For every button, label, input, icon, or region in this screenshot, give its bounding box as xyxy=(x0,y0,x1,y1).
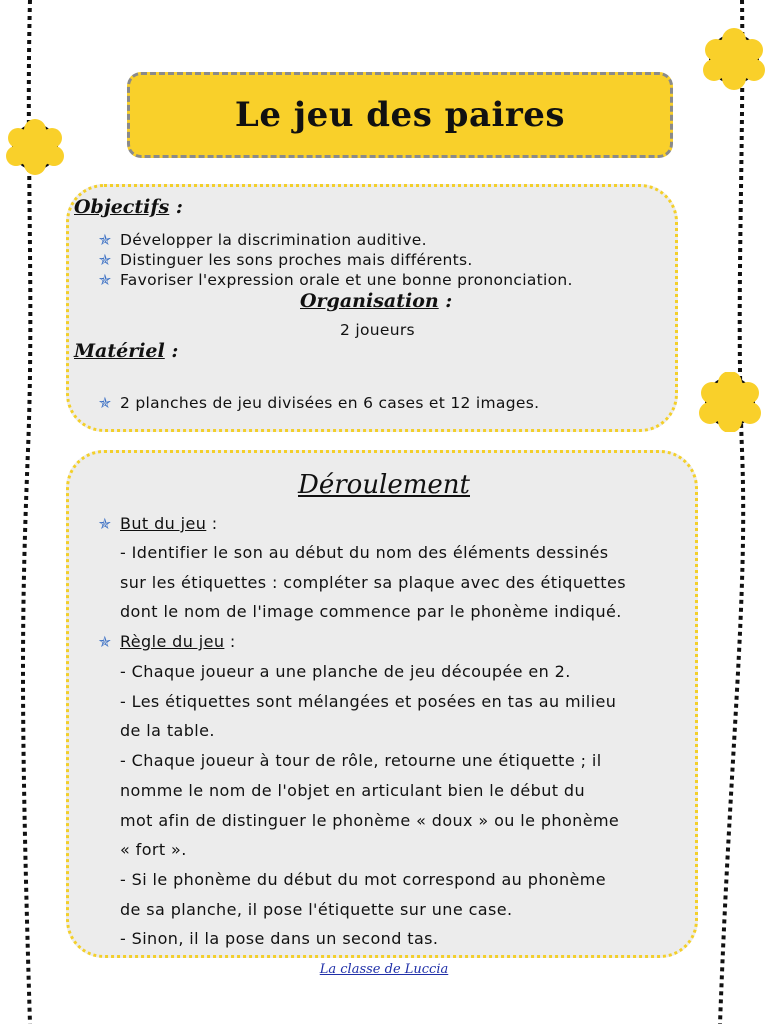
regle-line: « fort ». xyxy=(120,840,187,859)
regle-line: de la table. xyxy=(120,721,215,740)
list-item: ✯ Développer la discrimination auditive. xyxy=(98,231,427,249)
star-icon: ✯ xyxy=(98,231,112,249)
but-line: dont le nom de l'image commence par le phonème indiqué. xyxy=(120,602,622,621)
but-line: - Identifier le son au début du nom des éléments dessinés xyxy=(120,543,609,562)
flower-icon xyxy=(702,28,766,90)
regle-line: mot afin de distinguer le phonème « doux » ou le phonème xyxy=(120,811,620,830)
regle-line: nomme le nom de l'objet en articulant bien le début du xyxy=(120,781,585,800)
objectifs-heading: Objectifs : xyxy=(74,196,183,218)
footer-credit: La classe de Luccia xyxy=(319,962,449,977)
regle-line: - Chaque joueur à tour de rôle, retourne une étiquette ; il xyxy=(120,751,602,770)
list-item: ✯ Distinguer les sons proches mais différents. xyxy=(98,251,473,269)
regle-line: - Les étiquettes sont mélangées et posées en tas au milieu xyxy=(120,692,617,711)
organisation-heading: Organisation : xyxy=(300,290,453,312)
title-banner xyxy=(127,72,673,158)
regle-line: de sa planche, il pose l'étiquette sur une case. xyxy=(120,900,513,919)
but-label: ✯ But du jeu : xyxy=(98,514,218,533)
page-title: Le jeu des paires xyxy=(234,95,566,135)
deroulement-heading: Déroulement xyxy=(298,470,470,500)
materiel-item: ✯ 2 planches de jeu divisées en 6 cases et 12 images. xyxy=(98,394,540,412)
flower-icon xyxy=(698,372,762,432)
regle-line: - Si le phonème du début du mot correspond au phonème xyxy=(120,870,607,889)
list-item: ✯ Favoriser l'expression orale et une bonne prononciation. xyxy=(98,271,573,289)
flower-icon xyxy=(4,118,66,176)
materiel-heading: Matériel : xyxy=(74,340,179,362)
right-dotted-line xyxy=(700,0,768,1024)
but-line: sur les étiquettes : compléter sa plaque avec des étiquettes xyxy=(120,573,626,592)
regle-label: ✯ Règle du jeu : xyxy=(98,632,236,651)
objectifs-list xyxy=(98,230,573,290)
regle-line: - Sinon, il la pose dans un second tas. xyxy=(120,929,439,948)
star-icon: ✯ xyxy=(98,271,112,289)
star-icon: ✯ xyxy=(98,633,112,651)
star-icon: ✯ xyxy=(98,251,112,269)
organisation-value: 2 joueurs xyxy=(340,321,415,339)
star-icon: ✯ xyxy=(98,515,112,533)
regle-line: - Chaque joueur a une planche de jeu découpée en 2. xyxy=(120,662,571,681)
star-icon: ✯ xyxy=(98,394,112,412)
